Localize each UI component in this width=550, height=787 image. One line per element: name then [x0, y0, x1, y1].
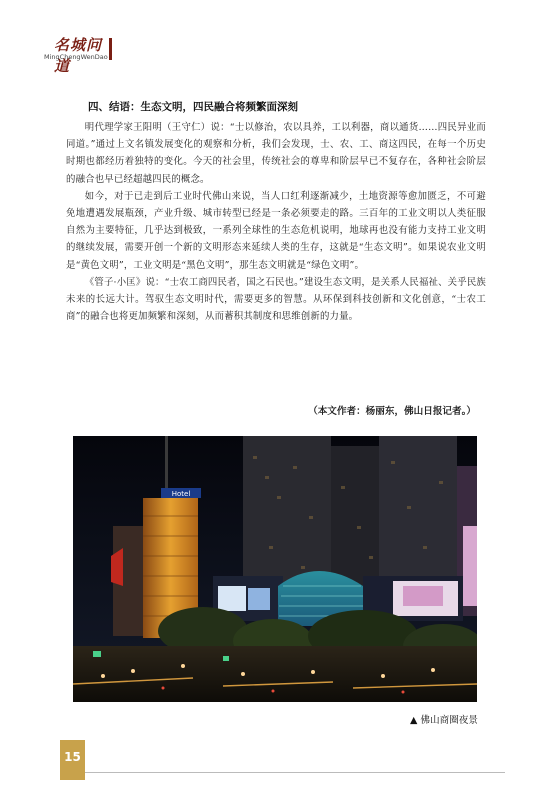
magazine-logo — [44, 34, 116, 75]
article-body — [66, 99, 486, 325]
footer-rule — [85, 772, 505, 773]
night-city-photo — [73, 436, 477, 702]
logo-chinese-title: 名城问道 — [54, 36, 103, 75]
page-number-tab — [60, 740, 85, 780]
logo-divider-bar — [109, 38, 112, 60]
section-heading: 四、结语：生态文明，四民融合将频繁面深刻 — [88, 101, 298, 113]
paragraph-3: 《管子·小匡》说：“士农工商四民者，国之石民也。”建设生态文明，是关系人民福祉、关乎民族未来的长远大计。驾驭生态文明时代，需要更多的智慧。从环保到科技创新和文化创意，“士农工商”的融合也将更加频繁和深刻，从而蓄积其制度和思维创新的力量。 — [66, 276, 486, 323]
logo-english-title: MingChengWenDao — [44, 53, 108, 61]
photo-caption: ▲ 佛山商圈夜景 — [410, 715, 478, 726]
hotel-sign: Hotel — [171, 490, 191, 498]
page-number: 15 — [64, 750, 81, 764]
paragraph-2: 如今，对于已走到后工业时代佛山来说，当人口红利逐渐减少，土地资源等愈加匮乏，不可避免地遭遇发展瓶颈，产业升级、城市转型已经是一条必须要走的路。三百年的工业文明以人类征服自然为主要特征，几乎达到极致，一系列全球性的生态危机说明，地球再也没有能力支持工业文明的继续发展，需要开创一个新的文明形态来延续人类的生存，这就是“生态文明”。如果说农业文明是“黄色文明”，工业文明是“黑色文明”，那生态文明就是“绿色文明”。 — [66, 190, 486, 271]
paragraph-1: 明代理学家王阳明（王守仁）说：“士以修治，农以具养，工以利器，商以通货……四民异业而同道。”通过上文名镇发展变化的观察和分析，我们会发现，士、农、工、商这四民，在每一个历史时期也都经历着独特的变化。今天的社会里，传统社会的尊卑和阶层早已不复存在，各种社会阶层的融合也早已经超越四民的概念。 — [66, 122, 486, 185]
author-credit: （本文作者：杨丽东，佛山日报记者。） — [308, 406, 476, 417]
